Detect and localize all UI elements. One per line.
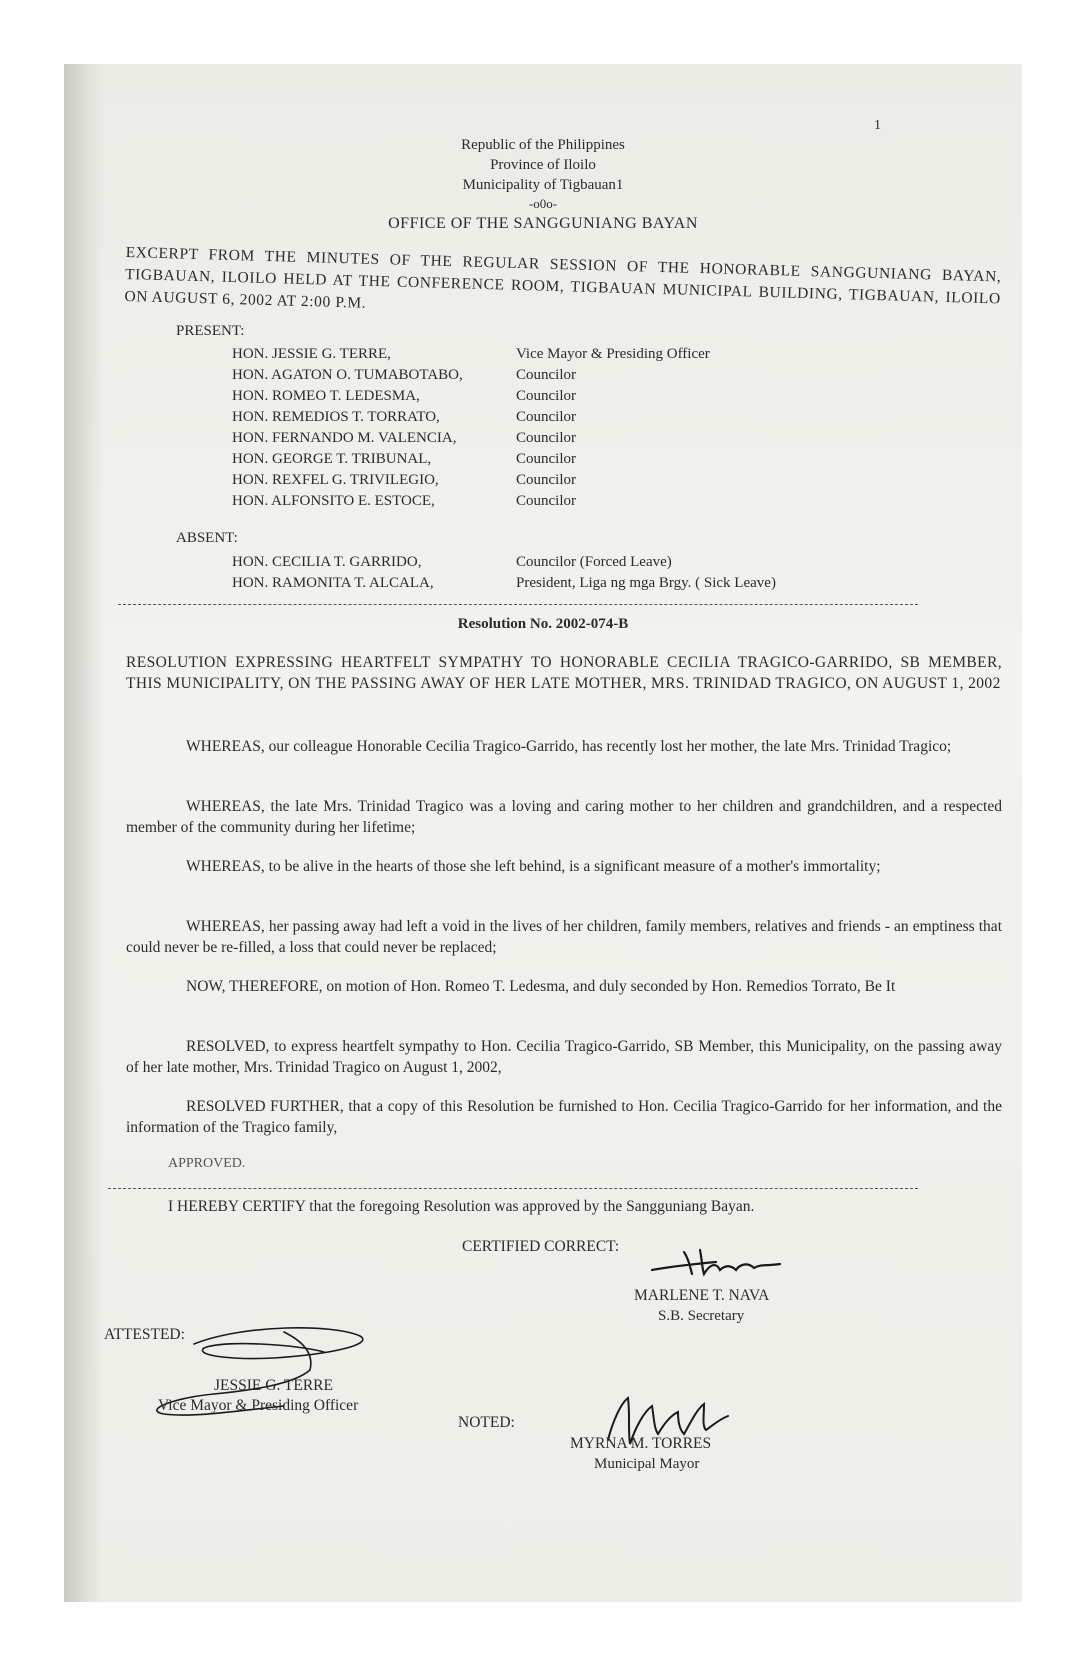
header-separator: -o0o-: [528, 196, 558, 211]
present-member-position: Councilor: [516, 367, 576, 383]
certify-statement: I HEREBY CERTIFY that the foregoing Resolution was approved by the Sangguniang Bayan.: [168, 1198, 755, 1215]
absent-members-list: [232, 552, 932, 594]
approved-text: APPROVED.: [168, 1156, 246, 1171]
paragraph-whereas-1: WHEREAS, our colleague Honorable Cecilia Tragico-Garrido, has recently lost her mother, the late Mrs. Trinidad Tragico;: [186, 738, 952, 755]
vice-mayor-title: Vice Mayor & Presiding Officer: [158, 1397, 359, 1414]
present-member-row: [232, 470, 932, 491]
secretary-signature-icon: [644, 1240, 804, 1284]
paragraph-resolved: RESOLVED, to express heartfelt sympathy to Hon. Cecilia Tragico-Garrido, SB Member, this Municipality, on the passing away of her late mother, Mrs. Trinidad Tragico on August 1, 2002,: [126, 1038, 1002, 1076]
minutes-excerpt: EXCERPT FROM THE MINUTES OF THE REGULAR SESSION OF THE HONORABLE SANGGUNIANG BAYAN, TIGBAUAN, ILOILO HELD AT THE CONFERENCE ROOM, TIGBAUAN MUNICIPAL BUILDING, TIGBAUAN, ILOILO ON AUGUST 6, 2002 AT 2:00 P.M.: [124, 243, 1002, 312]
present-member-row: [232, 428, 932, 449]
header-republic: Republic of the Philippines: [461, 137, 625, 153]
paragraph-whereas-2: WHEREAS, the late Mrs. Trinidad Tragico was a loving and caring mother to her children and grandchildren, and a respected member of the community during her lifetime;: [126, 798, 1002, 836]
absent-member-name: HON. RAMONITA T. ALCALA,: [232, 575, 434, 591]
absent-member-row: [232, 573, 932, 594]
absent-member-position: President, Liga ng mga Brgy. ( Sick Leave): [516, 575, 776, 591]
absent-member-position: Councilor (Forced Leave): [516, 554, 672, 570]
secretary-name: MARLENE T. NAVA: [634, 1287, 770, 1304]
present-member-position: Councilor: [516, 493, 576, 509]
present-member-position: Councilor: [516, 451, 576, 467]
present-member-name: HON. FERNANDO M. VALENCIA,: [232, 430, 457, 446]
present-member-name: HON. JESSIE G. TERRE,: [232, 346, 391, 362]
header-municipality: Municipality of Tigbauan1: [462, 177, 624, 193]
office-title: OFFICE OF THE SANGGUNIANG BAYAN: [388, 215, 698, 232]
present-member-name: HON. ALFONSITO E. ESTOCE,: [232, 493, 435, 509]
present-member-row: [232, 344, 932, 365]
present-member-name: HON. ROMEO T. LEDESMA,: [232, 388, 420, 404]
present-member-position: Vice Mayor & Presiding Officer: [516, 346, 710, 362]
resolution-title: RESOLUTION EXPRESSING HEARTFELT SYMPATHY TO HONORABLE CECILIA TRAGICO-GARRIDO, SB MEMBER, THIS MUNICIPALITY, ON THE PASSING AWAY OF HER LATE MOTHER, MRS. TRINIDAD TRAGICO, ON AUGUST 1, 2002: [126, 654, 1002, 692]
page-number: 1: [874, 118, 881, 133]
mayor-name: MYRNA M. TORRES: [570, 1435, 712, 1452]
attested-label: ATTESTED:: [104, 1326, 185, 1343]
noted-label: NOTED:: [458, 1414, 515, 1431]
present-member-row: [232, 407, 932, 428]
present-label: PRESENT:: [176, 323, 245, 339]
present-member-position: Councilor: [516, 409, 576, 425]
present-member-position: Councilor: [516, 430, 576, 446]
paragraph-whereas-4: WHEREAS, her passing away had left a void in the lives of her children, family members, relatives and friends - an emptiness that could never be re-filled, a loss that could never be replaced;: [126, 918, 1002, 956]
paragraph-now-therefore: NOW, THEREFORE, on motion of Hon. Romeo T. Ledesma, and duly seconded by Hon. Remedios Torrato, Be It: [186, 978, 896, 995]
present-member-row: [232, 449, 932, 470]
absent-label: ABSENT:: [176, 530, 238, 546]
present-member-row: [232, 365, 932, 386]
resolution-number: Resolution No. 2002-074-B: [457, 616, 629, 632]
certified-correct-label: CERTIFIED CORRECT:: [462, 1238, 620, 1255]
divider-bottom: [108, 1188, 918, 1189]
paragraph-whereas-3: WHEREAS, to be alive in the hearts of those she left behind, is a significant measure of a mother's immortality;: [186, 858, 881, 875]
present-member-row: [232, 386, 932, 407]
mayor-title: Municipal Mayor: [594, 1456, 700, 1472]
present-member-position: Councilor: [516, 472, 576, 488]
present-member-row: [232, 491, 932, 512]
vice-mayor-name: JESSIE G. TERRE: [214, 1377, 333, 1394]
absent-member-row: [232, 552, 932, 573]
present-member-name: HON. REXFEL G. TRIVILEGIO,: [232, 472, 439, 488]
present-member-name: HON. GEORGE T. TRIBUNAL,: [232, 451, 432, 467]
document-page: [64, 64, 1022, 1602]
present-member-position: Councilor: [516, 388, 576, 404]
present-member-name: HON. AGATON O. TUMABOTABO,: [232, 367, 463, 383]
present-members-list: [232, 344, 932, 512]
divider-top: [118, 604, 918, 605]
secretary-title: S.B. Secretary: [658, 1308, 745, 1324]
absent-member-name: HON. CECILIA T. GARRIDO,: [232, 554, 422, 570]
paragraph-resolved-further: RESOLVED FURTHER, that a copy of this Resolution be furnished to Hon. Cecilia Tragico-Garrido for her information, and the information of the Tragico family,: [126, 1098, 1002, 1136]
present-member-name: HON. REMEDIOS T. TORRATO,: [232, 409, 440, 425]
header-province: Province of Iloilo: [490, 157, 596, 173]
